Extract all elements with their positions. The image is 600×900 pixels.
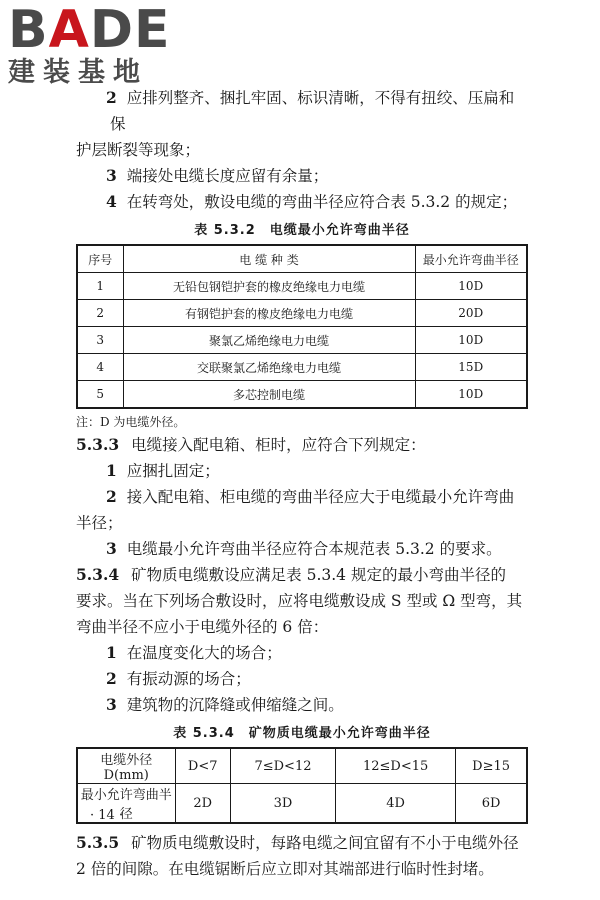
- list-item: 2 有振动源的场合；: [106, 669, 251, 688]
- paragraph-line: 弯曲半径不应小于电缆外径的 6 倍：: [76, 618, 329, 636]
- list-item-continuation: 半径；: [76, 514, 123, 532]
- header-cell: 序号: [77, 245, 123, 273]
- list-item-continuation: 护层断裂等现象；: [76, 141, 201, 159]
- list-item: 2 应排列整齐、捆扎牢固、标识清晰，不得有扭绞、压扁和保: [106, 88, 515, 133]
- list-item: 3 电缆最小允许弯曲半径应符合本规范表 5.3.2 的要求。: [106, 539, 502, 558]
- paragraph-line: 2 倍的间隙。在电缆锯断后应立即对其端部进行临时性封堵。: [76, 860, 494, 878]
- bend-radius-table: [76, 244, 528, 409]
- header-cell: 最小允许弯曲半径: [415, 245, 527, 273]
- logo-wordmark: BADE: [8, 0, 171, 60]
- table-row: 电缆外径 D(mm) D<7 7≤D<12 12≤D<15 D≥15: [77, 748, 527, 784]
- list-item: 2 接入配电箱、柜电缆的弯曲半径应大于电缆最小允许弯曲: [106, 487, 515, 506]
- table-caption: 表 5.3.4 矿物质电缆最小允许弯曲半径: [173, 726, 431, 741]
- table-row: 4 交联聚氯乙烯绝缘电力电缆 15D: [77, 354, 527, 381]
- section-5-3-5: 5.3.5 矿物质电缆敷设时，每路电缆之间宜留有不小于电缆外径: [76, 833, 519, 852]
- section-5-3-3: 5.3.3 电缆接入配电箱、柜时，应符合下列规定：: [76, 435, 426, 454]
- header-cell: 电 缆 种 类: [123, 245, 415, 273]
- table-row: 3 聚氯乙烯绝缘电力电缆 10D: [77, 327, 527, 354]
- list-item: 1 应捆扎固定；: [106, 461, 220, 480]
- table-row: 1 无铅包钢铠护套的橡皮绝缘电力电缆 10D: [77, 273, 527, 300]
- document-body: [76, 85, 528, 882]
- list-item: 4 在转弯处，敷设电缆的弯曲半径应符合表 5.3.2 的规定；: [106, 192, 518, 211]
- list-item: 3 建筑物的沉降缝或伸缩缝之间。: [106, 695, 344, 714]
- list-item: 1 在温度变化大的场合；: [106, 643, 282, 662]
- table-header-row: [77, 245, 527, 273]
- table-row: 最小允许弯曲半径 2D 3D 4D 6D: [77, 784, 527, 824]
- table-note: 注：D 为电缆外径。: [76, 415, 186, 429]
- logo-subtitle: 建装基地: [8, 57, 148, 88]
- paragraph-line: 要求。当在下列场合敷设时，应将电缆敷设成 S 型或 Ω 型弯，其: [76, 592, 523, 610]
- section-5-3-4: 5.3.4 矿物质电缆敷设应满足表 5.3.4 规定的最小弯曲半径的: [76, 565, 506, 584]
- page-number: · 14 ·: [90, 808, 124, 823]
- table-caption: 表 5.3.2 电缆最小允许弯曲半径: [194, 223, 410, 238]
- table-row: 2 有钢铠护套的橡皮绝缘电力电缆 20D: [77, 300, 527, 327]
- list-item: 3 端接处电缆长度应留有余量；: [106, 166, 329, 185]
- mineral-cable-table: [76, 747, 528, 824]
- table-row: 5 多芯控制电缆 10D: [77, 381, 527, 409]
- brand-logo: [8, 0, 178, 88]
